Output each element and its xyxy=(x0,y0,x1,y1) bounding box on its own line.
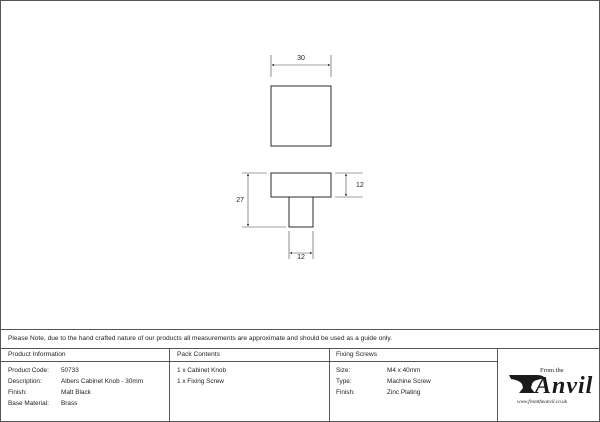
brand-logo xyxy=(505,361,595,419)
divider-header xyxy=(1,361,497,362)
pack-item: 1 x Cabinet Knob xyxy=(177,367,227,374)
base-material-label: Base Material: xyxy=(8,400,49,407)
column-divider-1 xyxy=(169,348,170,421)
screw-type-label: Type: xyxy=(336,378,352,385)
product-code-label: Product Code: xyxy=(8,367,49,374)
dimension-label-height: 27 xyxy=(236,197,244,204)
knob-shank-outline xyxy=(289,197,313,227)
dimension-label-width: 30 xyxy=(297,55,305,62)
dimension-label-head: 12 xyxy=(356,182,364,189)
logo-url: www.fromtheanvil.co.uk xyxy=(517,399,567,405)
screw-type-value: Machine Screw xyxy=(387,378,431,385)
side-view xyxy=(236,173,364,261)
pack-contents-title: Pack Contents xyxy=(177,351,220,358)
description-label: Description: xyxy=(8,378,42,385)
pack-item: 1 x Fixing Screw xyxy=(177,378,224,385)
logo-from-text: From the xyxy=(540,367,564,374)
fixing-screws-title: Fixing Screws xyxy=(336,351,378,358)
description-value: Albers Cabinet Knob - 30mm xyxy=(61,378,144,385)
knob-head-outline xyxy=(271,173,331,197)
screw-size-label: Size: xyxy=(336,367,351,374)
finish-value: Matt Black xyxy=(61,389,91,396)
disclaimer-note: Please Note, due to the hand crafted nature of our products all measurements are approximate and should be used as a guide only. xyxy=(8,335,393,342)
knob-top-outline xyxy=(271,86,331,146)
screw-size-value: M4 x 40mm xyxy=(387,367,421,374)
technical-drawing xyxy=(1,1,600,331)
dimension-label-shank: 12 xyxy=(297,254,305,261)
divider-note xyxy=(1,348,599,349)
column-divider-3 xyxy=(497,348,498,421)
screw-finish-label: Finish: xyxy=(336,389,355,396)
screw-finish-value: Zinc Plating xyxy=(387,389,421,396)
divider-top xyxy=(1,329,599,330)
top-view xyxy=(271,55,331,146)
base-material-value: Brass xyxy=(61,400,78,407)
product-code-value: 50733 xyxy=(61,367,79,374)
column-divider-2 xyxy=(329,348,330,421)
product-info-title: Product Information xyxy=(8,351,66,358)
finish-label: Finish: xyxy=(8,389,27,396)
logo-brand-text: Anvil xyxy=(535,373,594,399)
